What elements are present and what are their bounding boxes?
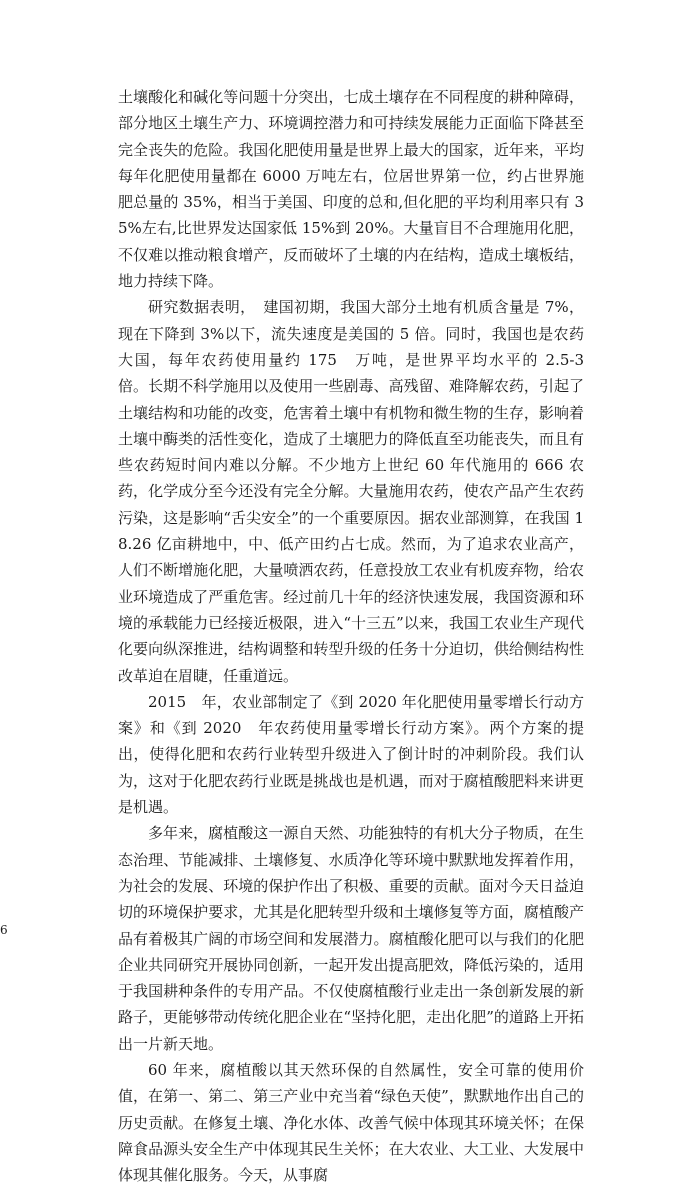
paragraph-2: 研究数据表明， 建国初期，我国大部分土地有机质含量是 7%，现在下降到 3%以下，流失速度是美国的 5 倍。同时，我国也是农药大国，每年农药使用量约 175 万吨，是世界平均水平的 2.5-3 倍。长期不科学施用以及使用一些剧毒、高残留、难降解农药，引起了土壤结构和功能的改变，危害着土壤中有机物和微生物的生存，影响着土壤中酶类的活性变化，造成了土壤肥力的降低直至功能丧失，而且有些农药短时间内难以分解。不少地方上世纪 60 年代施用的 666 农药，化学成分至今还没有完全分解。大量施用农药，使农产品产生农药污染，这是影响“舌尖安全”的一个重要原因。据农业部测算，在我国 18.26 亿亩耕地中，中、低产田约占七成。然而，为了追求农业高产，人们不断增施化肥，大量喷洒农药，任意投放工农业有机废弃物，给农业环境造成了严重危害。经过前几十年的经济快速发展，我国资源和环境的承载能力已经接近极限，进入“十三五”以来，我国工农业生产现代化要向纵深推进，结构调整和转型升级的任务十分迫切，供给侧结构性改革迫在眉睫，任重道远。	[118, 298, 600, 685]
page-body	[118, 84, 600, 1188]
paragraph-4: 多年来，腐植酸这一源自天然、功能独特的有机大分子物质，在生态治理、节能减排、土壤修复、水质净化等环境中默默地发挥着作用，为社会的发展、环境的保护作出了积极、重要的贡献。面对今天日益迫切的环境保护要求，尤其是化肥转型升级和土壤修复等方面，腐植酸产品有着极其广阔的市场空间和发展潜力。腐植酸化肥可以与我们的化肥企业共同研究开展协同创新，一起开发出提高肥效，降低污染的，适用于我国耕种条件的专用产品。不仅使腐植酸行业走出一条创新发展的新路子，更能够带动传统化肥企业在“坚持化肥，走出化肥”的道路上开拓出一片新天地。	[118, 824, 584, 1053]
paragraph-3: 2015 年，农业部制定了《到 2020 年化肥使用量零增长行动方案》和《到 2020 年农药使用量零增长行动方案》。两个方案的提出，使得化肥和农药行业转型升级进入了倒计时的冲刺阶段。我们认为，这对于化肥农药行业既是挑战也是机遇，而对于腐植酸肥料来讲更是机遇。	[118, 692, 584, 817]
paragraph-5: 60 年来，腐植酸以其天然环保的自然属性，安全可靠的使用价值，在第一、第二、第三产业中充当着“绿色天使”，默默地作出自己的历史贡献。在修复土壤、净化水体、改善气候中体现其环境关怀；在保障食品源头安全生产中体现其民生关怀；在大农业、大工业、大发展中体现其催化服务。今天，从事腐	[118, 1060, 584, 1185]
paragraph-1: 土壤酸化和碱化等问题十分突出，七成土壤存在不同程度的耕种障碍，部分地区土壤生产力、环境调控潜力和可持续发展能力正面临下降甚至完全丧失的危险。我国化肥使用量是世界上最大的国家，近年来，平均每年化肥使用量都在 6000 万吨左右，位居世界第一位，约占世界施肥总量的 35%，相当于美国、印度的总和,但化肥的平均利用率只有 35%左右,比世界发达国家低 15%到 20%。大量盲目不合理施用化肥，不仅难以推动粮食增产，反而破坏了土壤的内在结构，造成土壤板结，地力持续下降。	[118, 88, 584, 291]
page-number: 6	[0, 923, 8, 937]
